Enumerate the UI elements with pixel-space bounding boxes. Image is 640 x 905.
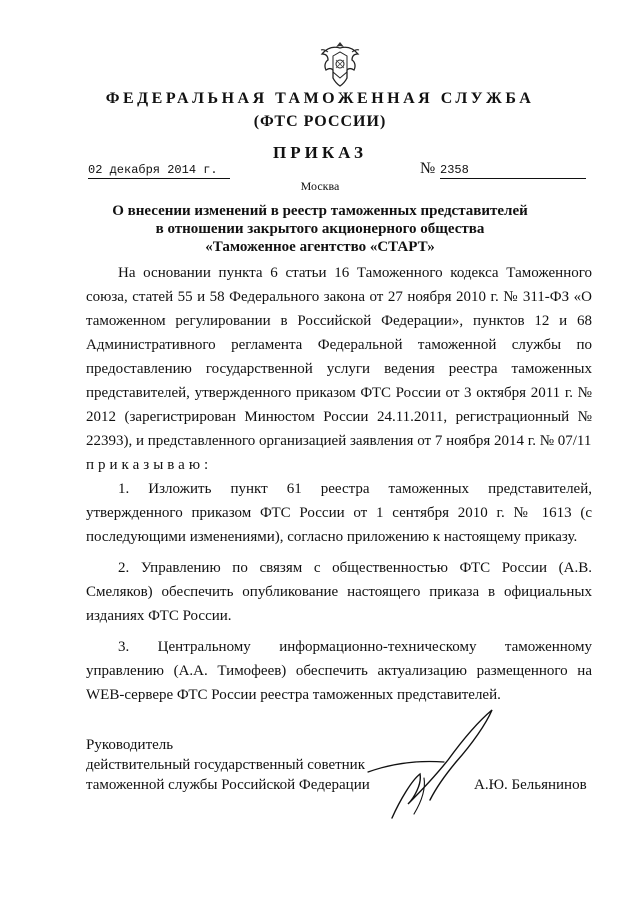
- decree-word: приказываю:: [86, 457, 213, 473]
- order-date: 02 декабря 2014 г.: [88, 163, 230, 179]
- title-line: «Таможенное агентство «СТАРТ»: [205, 239, 435, 255]
- order-number: 2358: [440, 163, 586, 179]
- org-short-name: (ФТС РОССИИ): [253, 113, 387, 130]
- signer-title-line: Руководитель: [86, 737, 174, 753]
- signer-title-line: таможенной службы Российской Федерации: [86, 777, 370, 793]
- title-line: в отношении закрытого акционерного общества: [155, 221, 485, 237]
- city: Москва: [300, 179, 340, 193]
- title-line: О внесении изменений в реестр таможенных представителей: [112, 203, 528, 219]
- number-sign: №: [420, 160, 436, 177]
- handwritten-signature: [360, 700, 510, 830]
- signer-name: А.Ю. Бельянинов: [474, 777, 587, 793]
- signer-title: [86, 735, 370, 795]
- org-name: ФЕДЕРАЛЬНАЯ ТАМОЖЕННАЯ СЛУЖБА: [105, 90, 535, 107]
- order-title: [0, 202, 640, 256]
- document-type: ПРИКАЗ: [273, 143, 367, 162]
- signer-title-line: действительный государственный советник: [86, 757, 366, 773]
- preamble-paragraph: На основании пункта 6 статьи 16 Таможенного кодекса Таможенного союза, статей 55 и 58 Федерального закона от 27 ноября 2010 г. № 311-ФЗ «О таможенном регулировании в Российской Федерации», пунктов 12 и 68 Административного регламента Федеральной таможенной службы по предоставлению государственной услуги ведения реестра таможенных представителей, утвержденного приказом ФТС России от 3 октября 2011 г. № 2012 (зарегистрирован Минюстом России 24.11.2011, регистрационный № 22393), и представленного организацией заявления от 7 ноября 2014 г. № 07/11: [86, 265, 592, 449]
- item-2: 2. Управлению по связям с общественностью ФТС России (А.В. Смеляков) обеспечить опубликование настоящего приказа в официальных изданиях ФТС России.: [86, 560, 592, 624]
- order-body: [86, 261, 592, 707]
- item-3: 3. Центральному информационно-техническому таможенному управлению (А.А. Тимофеев) обеспечить актуализацию размещенного на WEB-сервере ФТС России реестра таможенных представителей.: [86, 639, 592, 703]
- item-1: 1. Изложить пункт 61 реестра таможенных представителей, утвержденного приказом ФТС России от 1 сентября 2010 г. № 1613 (с последующими изменениями), согласно приложению к настоящему приказу.: [86, 481, 592, 545]
- coat-of-arms-icon: [319, 38, 361, 90]
